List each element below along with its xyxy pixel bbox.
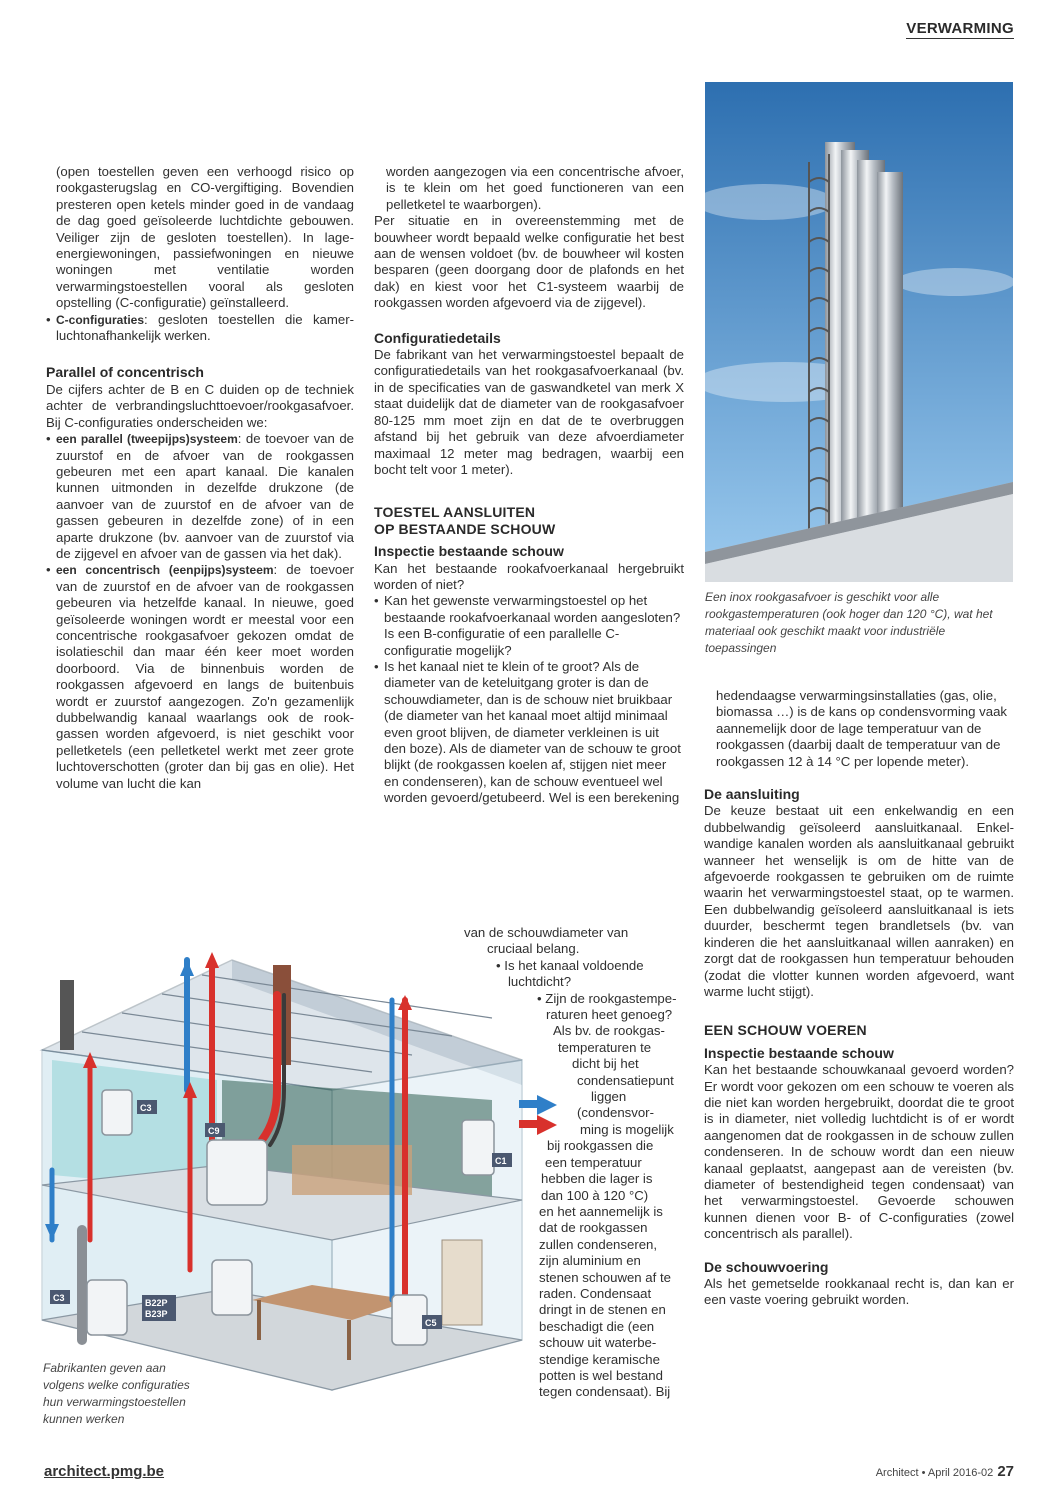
chimney-photo <box>705 82 1013 582</box>
footer-page-info <box>876 1463 1014 1480</box>
stair-line: raden. Condensaat <box>539 1285 652 1301</box>
subheading: Parallel of concentrisch <box>46 364 204 381</box>
stair-line: liggen <box>591 1089 627 1105</box>
paragraph: De keuze bestaat uit een enkelwandig en een dubbelwandig geïsoleerd aansluitkanaal. Enkelwandige kanalen worden als aansluitkanaal gebruikt wanneer het wenselijk is om de hitte van de afgevoerde rookgassen te gebruiken om de ruimte waarin het verwarmingstoestel staat, op te warmen. Een dubbelwandig geïsoleerd aansluitkanaal is iets duurder, beschermt tegen brandletsels (bv. van kinderen die het aansluitkanaal willen aanraken) en zorgt dat de rookgassen hun temperatuur behouden (zodat die vlotter kunnen worden afgevoerd, want warme lucht stijgt). <box>704 803 1014 999</box>
label-c3-bottom: C3 <box>53 1293 65 1303</box>
stair-line: bij rookgassen die <box>547 1138 654 1154</box>
paragraph: hedendaagse verwarmingsinstallaties (gas, olie, biomassa …) is de kans op condensvorming vaak aannemelijk door de lage temperatuur van de rookgassen (daarbij daalt de temperatuur van de rookgassen 12 à 14 °C per lopende meter). <box>716 688 1008 769</box>
stair-line: zijn aluminium en <box>539 1253 641 1269</box>
subheading: De aansluiting <box>704 786 800 803</box>
label-c9: C9 <box>208 1126 220 1136</box>
stair-line: temperaturen te <box>558 1039 652 1055</box>
stair-line: zullen condenseren, <box>539 1236 658 1252</box>
footer-site-link[interactable]: architect.pmg.be <box>44 1463 165 1480</box>
stair-line: stenen schouwen af te <box>539 1269 671 1285</box>
stair-line: Als bv. de rookgas- <box>553 1023 665 1039</box>
subheading: Inspectie bestaande schouw <box>374 543 564 560</box>
paragraph: Kan het bestaande rookafvoerkanaal hergebruikt worden of niet? <box>374 560 684 592</box>
photo-caption: Een inox rookgasafvoer is geschikt voor alle rookgastemperaturen (ook hoger dan 120 °C), wat het materiaal ook geschikt maakt voor industriële toepassingen <box>705 590 993 655</box>
stair-line: condensatiepunt <box>577 1072 674 1088</box>
stair-line: stendige keramische <box>539 1351 660 1367</box>
subheading: Configuratiedetails <box>374 329 501 346</box>
footer-magazine: Architect • April 2016-02 <box>875 1467 994 1479</box>
stair-line: cruciaal belang. <box>487 941 580 957</box>
stair-line: ming is mogelijk <box>580 1121 674 1137</box>
bullet-item: • C-configuraties: gesloten toestellen die kamerluchtonafhankelijk werken. <box>46 312 354 345</box>
label-b22p: B22P <box>145 1298 168 1308</box>
subheading: Inspectie bestaande schouw <box>704 1044 894 1061</box>
section-heading: EEN SCHOUW VOEREN <box>704 1022 867 1039</box>
paragraph: Als het gemetselde rookkanaal recht is, dan kan er een vaste voering gebruikt worden. <box>704 1276 1014 1308</box>
paragraph: (open toestellen geven een verhoogd risico op rookgasterugslag en CO-vergiftiging. Bovendien presteren open ketels minder goed in de vandaag de dag goed geïsoleerde luchtdichte gebouwen. Veiliger zijn de gesloten toestellen). In lage-energiewoningen, passiefwoningen en nieuwe woningen met ventilatie worden verwarmingstoestellen vooral als gesloten opstelling (C-configuratie) geïnstalleerd. <box>56 164 354 311</box>
paragraph: De cijfers achter de B en C duiden op de techniek achter de verbrandingsluchttoevoer/rookgasafvoer. Bij C-configuraties onderscheiden we: <box>46 381 354 430</box>
label-c5: C5 <box>425 1318 437 1328</box>
paragraph: De fabrikant van het verwarmingstoestel bepaalt de configuratiedetails van het rookgasafvoerkanaal (bv. in de specificaties van de gaswandketel van merk X staat duidelijk dat de diameter van de rookgasafvoer 80-125 mm moet zijn en dat de te overbruggen afstand bij het gebruik van deze afvoerdiameter maximaal 12 meter mag bedragen, waarbij een bocht telt voor 1 meter). <box>374 347 684 477</box>
section-header: VERWARMING <box>906 20 1014 37</box>
subheading: De schouwvoering <box>704 1258 829 1275</box>
column-1 <box>46 164 354 792</box>
bullet-item: • Kan het gewenste verwarmingstoestel op het bestaande rookafvoerkanaal worden aangesloten? Is een B-configuratie of een parallelle C-configuratie mogelijk? <box>374 593 684 659</box>
label-b23p: B23P <box>145 1309 168 1319</box>
chimney-photo-svg <box>705 82 1013 582</box>
stair-line: potten is wel bestand <box>539 1367 663 1383</box>
bullet-item: • een concentrisch (eenpijps)systeem: de toevoer van de zuurstof en de afvoer van de rookgassen gebeuren via hetzelfde kanaal. In nieuwe, goed geïsoleerde woningen wordt er meestal voor een concentrische rookgasafvoer gekozen omdat de isolatieschil dan maar één keer moet worden doorboord. Via de binnenbuis worden de rookgassen afgevoerd en langs de buitenbuis wordt er zuurstof aangezogen. Zo'n gezamenlijk dubbelwandig kanaal waarlangs ook de rookgassen worden afgevoerd, is niet geschikt voor pelletketels (een pelletketel werkt met zeer grote luchtoverschotten (groter dan bij gas en olie). Het volume van lucht die kan <box>46 562 354 792</box>
stair-line: dicht bij het <box>572 1056 639 1072</box>
stair-line: en het aannemelijk is <box>539 1203 663 1219</box>
column-3 <box>704 688 1014 1309</box>
stair-line: luchtdicht? <box>508 974 572 990</box>
bullet-item: • een parallel (tweepijps)systeem: de toevoer van de zuurstof en de afvoer van de rookgassen gebeuren met een apart kanaal. Die kanalen kunnen uitmonden in dezelfde drukzone (de aanvoer van de zuurstof en de afvoer van de gassen gebeuren in dezelfde zone) of in een aparte drukzone (bv. aanvoer van de zuurstof via de zijgevel en afvoer van de gassen via het dak). <box>46 431 354 562</box>
house-illustration <box>22 940 562 1410</box>
column-2 <box>374 164 684 807</box>
stair-line: beschadigt die (een <box>539 1318 655 1334</box>
section-heading: TOESTEL AANSLUITEN OP BESTAANDE SCHOUW <box>374 504 556 537</box>
stair-line: (condensvor- <box>577 1105 654 1121</box>
stair-line: dringt in de stenen en <box>539 1302 666 1318</box>
stair-line: van de schouwdiameter van <box>464 925 629 940</box>
stair-line: raturen heet genoeg? <box>546 1007 673 1023</box>
paragraph: Kan het bestaande schouwkanaal gevoerd worden? Er wordt voor gekozen om een schouw te voeren als die niet kan worden hergebruikt, doordat die te groot is in diameter, niet volledig luchtdicht is of er wordt aangenomen dat de rookgassen in de schouw zullen condenseren. In de schouw wordt dan een nieuw kanaal geplaatst, aangepast aan de vereisten (bv. diameter of bestendigheid tegen condensaat) van het verwarmingstoestel. Gevoerde schouwen kunnen dienen voor B- of C-configuraties (zowel concentrisch als parallel). <box>704 1062 1014 1242</box>
paragraph: Per situatie en in overeenstemming met de bouwheer wordt bepaald welke configuratie het best aan de wensen voldoet (bv. de bouwheer wil kosten besparen (geen doorgang door de plafonds en het dak) en kiest voor het C1-systeem waarbij de rookgassen worden afgevoerd via de zijgevel). <box>374 213 684 311</box>
stair-line: een temperatuur <box>545 1154 642 1170</box>
stair-line: • Zijn de rookgastempe- <box>537 990 677 1006</box>
label-c3-top: C3 <box>140 1103 152 1113</box>
stair-line: tegen condensaat). Bij <box>539 1384 671 1400</box>
page-number: 27 <box>997 1463 1014 1480</box>
label-c1: C1 <box>495 1156 507 1166</box>
house-illustration-svg <box>22 940 562 1410</box>
paragraph: worden aangezogen via een concentrische afvoer, is te klein om het goed functioneren van een pelletketel te waarborgen). <box>386 164 684 212</box>
stair-line: hebben die lager is <box>541 1171 653 1187</box>
illustration-caption: Fabrikanten geven aan volgens welke configuraties hun verwarmingstoestellen kunnen werken <box>43 1360 201 1428</box>
stair-line: dan 100 à 120 °C) <box>541 1187 649 1203</box>
stair-line: schouw uit waterbe- <box>539 1335 657 1351</box>
bullet-item: • Is het kanaal niet te klein of te groot? Als de diameter van de keteluitgang groter is dan de schouwdiameter, dan is de schouw niet bruikbaar (de diameter van het kanaal moet altijd minimaal even groot blijven, de diameter verkleinen is uit den boze). Als de diameter van de schouw te groot blijkt (de rookgassen koelen af, stijgen niet meer en condenseren), kan de schouw eventueel wel worden gevoerd/getubeerd. Wel is een berekening <box>374 659 684 807</box>
stair-line: • Is het kanaal voldoende <box>496 957 644 973</box>
stair-line: dat de rookgassen <box>539 1220 648 1236</box>
